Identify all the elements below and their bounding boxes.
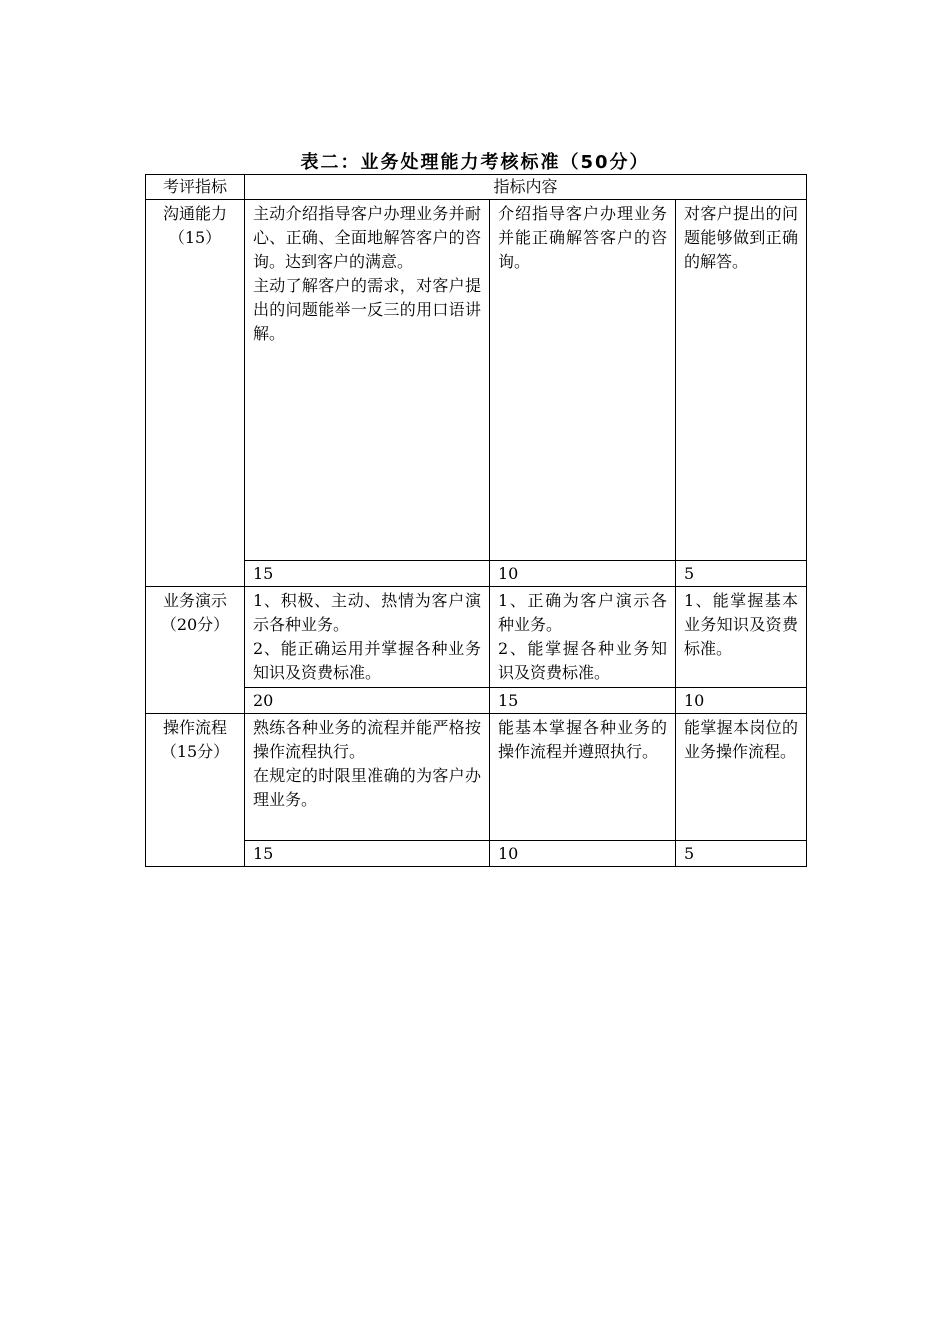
criteria-text: 对客户提出的问题能够做到正确的解答。 xyxy=(684,204,798,271)
criteria-text: 2、能掌握各种业务知识及资费标准。 xyxy=(498,639,667,682)
indicator-name: 业务演示 xyxy=(162,591,227,610)
indicator-cell xyxy=(146,200,245,587)
score-cell: 15 xyxy=(245,561,490,587)
criteria-text: 介绍指导客户办理业务并能正确解答客户的咨询。 xyxy=(498,204,667,271)
score-cell: 15 xyxy=(245,841,490,867)
header-row xyxy=(146,175,807,200)
criteria-text: 1、积极、主动、热情为客户演示各种业务。 xyxy=(253,591,481,634)
score-cell: 10 xyxy=(676,688,807,714)
criteria-text: 在规定的时限里准确的为客户办理业务。 xyxy=(253,766,481,809)
table-row xyxy=(146,587,807,688)
table-title: 表二：业务处理能力考核标准（50分） xyxy=(300,152,650,173)
criteria-text: 熟练各种业务的流程并能严格按操作流程执行。 xyxy=(253,718,481,761)
criteria-cell-mid xyxy=(490,587,676,688)
score-cell: 5 xyxy=(676,841,807,867)
score-cell: 10 xyxy=(490,561,676,587)
indicator-name: 沟通能力 xyxy=(162,204,227,223)
indicator-points: （20分） xyxy=(160,615,230,634)
indicator-points: （15分） xyxy=(160,742,230,761)
indicator-cell xyxy=(146,714,245,867)
score-cell: 10 xyxy=(490,841,676,867)
criteria-cell-high xyxy=(245,714,490,841)
table-row xyxy=(146,200,807,561)
score-cell: 5 xyxy=(676,561,807,587)
criteria-text: 能基本掌握各种业务的操作流程并遵照执行。 xyxy=(498,718,667,761)
score-row xyxy=(146,688,807,714)
criteria-cell-low xyxy=(676,587,807,688)
score-cell: 15 xyxy=(490,688,676,714)
table-row xyxy=(146,714,807,841)
criteria-cell-low xyxy=(676,200,807,561)
indicator-name: 操作流程 xyxy=(162,718,227,737)
indicator-cell xyxy=(146,587,245,714)
criteria-cell-high xyxy=(245,587,490,688)
criteria-text: 1、正确为客户演示各种业务。 xyxy=(498,591,667,634)
assessment-table xyxy=(145,174,807,867)
criteria-text: 能掌握本岗位的业务操作流程。 xyxy=(684,718,798,761)
criteria-cell-mid xyxy=(490,200,676,561)
score-row xyxy=(146,841,807,867)
criteria-text: 主动介绍指导客户办理业务并耐心、正确、全面地解答客户的咨询。达到客户的满意。 xyxy=(253,204,481,271)
score-cell: 20 xyxy=(245,688,490,714)
criteria-text: 主动了解客户的需求，对客户提出的问题能举一反三的用口语讲解。 xyxy=(253,276,481,343)
score-row xyxy=(146,561,807,587)
criteria-text: 2、能正确运用并掌握各种业务知识及资费标准。 xyxy=(253,639,481,682)
criteria-cell-mid xyxy=(490,714,676,841)
header-content: 指标内容 xyxy=(245,175,807,200)
criteria-cell-low xyxy=(676,714,807,841)
header-indicator: 考评指标 xyxy=(146,175,245,200)
criteria-text: 1、能掌握基本业务知识及资费标准。 xyxy=(684,591,798,658)
indicator-points: （15） xyxy=(168,228,222,247)
criteria-cell-high xyxy=(245,200,490,561)
